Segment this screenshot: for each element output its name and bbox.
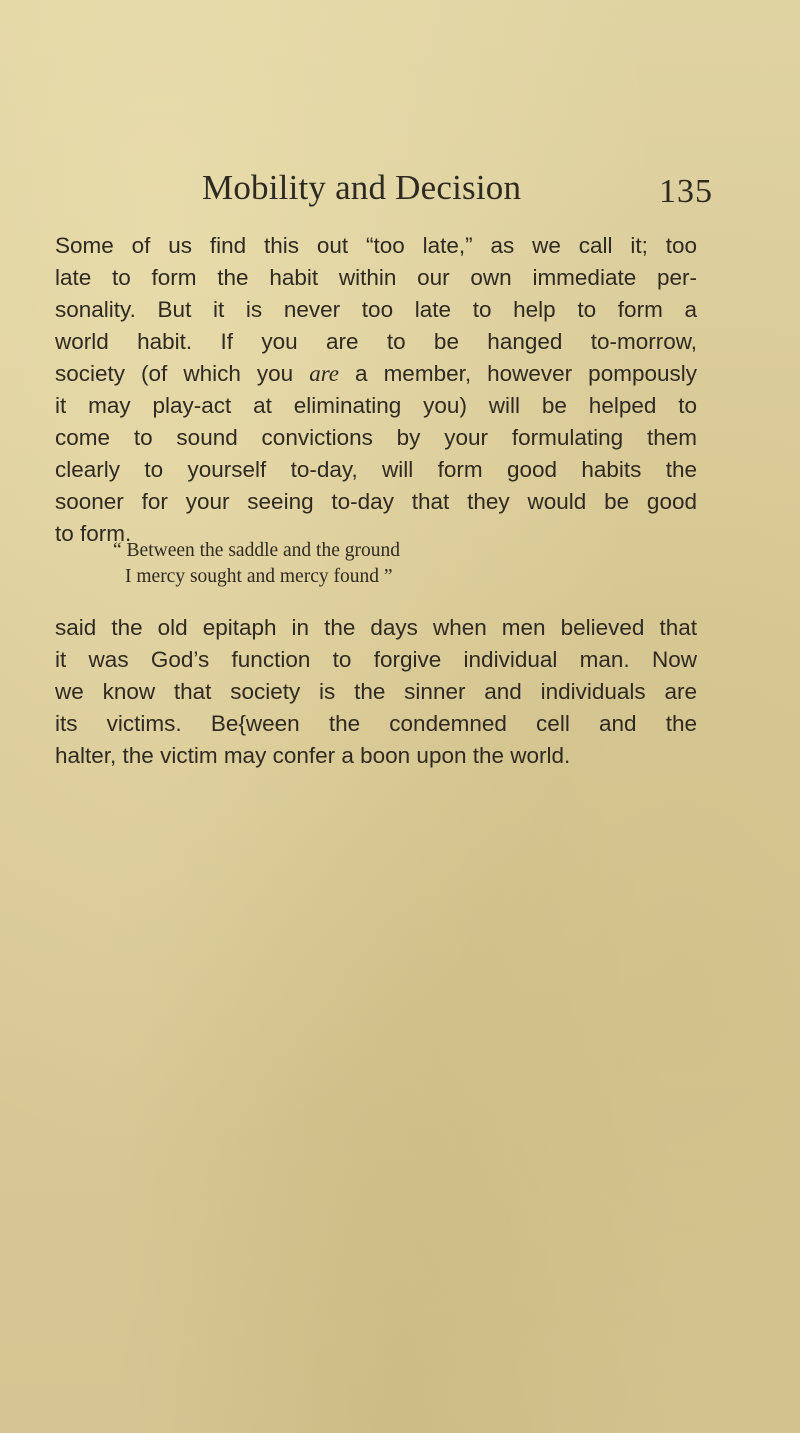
text-line: sonality. But it is never too late to help to form a <box>55 297 697 322</box>
running-head <box>0 168 800 212</box>
text-segment: society (of which you <box>55 361 294 386</box>
text-line: to form. <box>55 521 132 546</box>
quote-line: “ Between the saddle and the ground <box>113 540 400 561</box>
text-line: it may play-act at eliminating you) will be helped to <box>55 393 697 418</box>
page-number: 135 <box>659 173 713 210</box>
text-line: sooner for your seeing to-day that they would be good <box>55 489 697 514</box>
text-line: said the old epitaph in the days when men believed that <box>55 615 697 640</box>
text-segment: a member, however pompously <box>355 361 697 386</box>
text-line: halter, the victim may confer a boon upon the world. <box>55 743 571 768</box>
paragraph-1 <box>55 230 697 550</box>
text-line: late to form the habit within our own immediate per- <box>55 265 697 290</box>
running-title: Mobility and Decision <box>202 168 522 207</box>
paragraph-2 <box>55 612 697 772</box>
quote-line: I mercy sought and mercy found ” <box>125 566 393 587</box>
text-line: clearly to yourself to-day, will form good habits the <box>55 457 697 482</box>
text-line: it was God’s function to forgive individual man. Now <box>55 647 697 672</box>
text-line: come to sound convictions by your formulating them <box>55 425 697 450</box>
text-line <box>55 358 697 390</box>
text-line: Some of us find this out “too late,” as we call it; too <box>55 233 697 258</box>
text-line: we know that society is the sinner and individuals are <box>55 679 697 704</box>
epitaph-quote <box>113 538 400 590</box>
text-line: world habit. If you are to be hanged to-morrow, <box>55 329 697 354</box>
text-line: its victims. Be{ween the condemned cell and the <box>55 711 697 736</box>
italic-word: are <box>309 361 339 386</box>
